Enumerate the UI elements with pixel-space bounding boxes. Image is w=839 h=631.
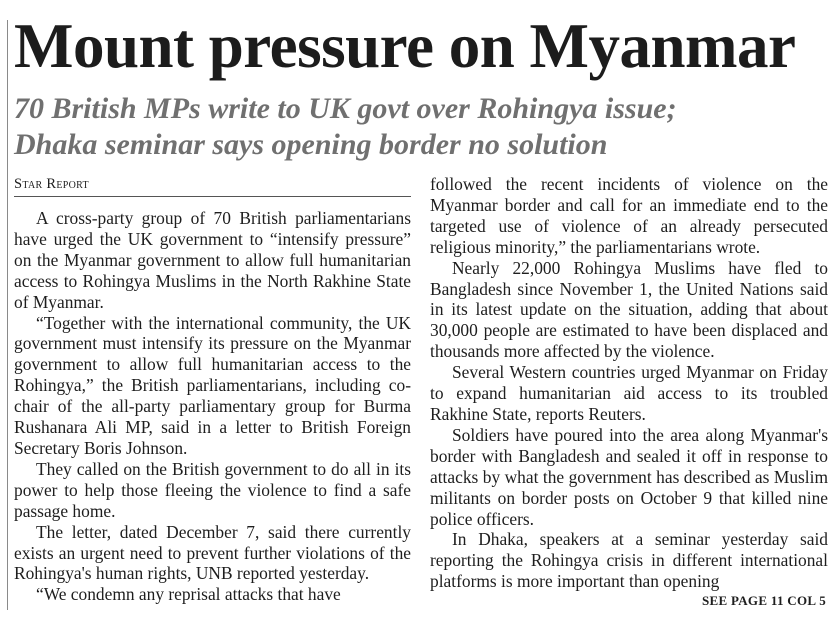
paragraph: Nearly 22,000 Rohingya Muslims have fled to Bangladesh since November 1, the United Nations said in its latest update on the situation, adding that about 30,000 people are estimated to have been displaced and thousands more affected by the violence. (430, 257, 828, 362)
paragraph: They called on the British government to do all in its power to help those fleeing the violence to find a safe passage home. (14, 458, 411, 521)
paragraph: Several Western countries urged Myanmar on Friday to expand humanitarian aid access to its troubled Rakhine State, reports Reuters. (430, 362, 828, 424)
paragraph: “Together with the international community, the UK government must intensify its pressure on the Myanmar government to allow full humanitarian access to the Rohingya,” the British parliamentarians, including co-chair of the all-party parliamentary group for Burma Rushanara Ali MP, said in a letter to British Foreign Secretary Boris Johnson. (14, 312, 411, 458)
byline: Star Report (14, 176, 411, 197)
paragraph-continued: followed the recent incidents of violence on the Myanmar border and call for an immediate end to the targeted use of violence of an already persecuted religious minority,” the parliamentarians wrote. (430, 174, 828, 257)
article-column-left (14, 208, 411, 605)
paragraph: In Dhaka, speakers at a seminar yesterday said reporting the Rohingya crisis in different international platforms is more important than opening (430, 529, 828, 592)
column-rule (7, 20, 8, 610)
paragraph: The letter, dated December 7, said there currently exists an urgent need to prevent further violations of the Rohingya's human rights, UNB reported yesterday. (14, 521, 411, 584)
paragraph: A cross-party group of 70 British parliamentarians have urged the UK government to “intensify pressure” on the Myanmar government to allow full humanitarian access to Rohingya Muslims in the North Rakhine State of Myanmar. (14, 208, 411, 312)
headline: Mount pressure on Myanmar (14, 11, 796, 81)
subheadline-line-2: Dhaka seminar says opening border no solution (14, 128, 608, 161)
article-column-right (430, 174, 828, 592)
paragraph: “We condemn any reprisal attacks that have (36, 584, 341, 605)
subheadline-line-1: 70 British MPs write to UK govt over Rohingya issue; (14, 92, 677, 125)
subheadline (14, 91, 834, 163)
continued-on-page-note: SEE PAGE 11 COL 5 (701, 593, 826, 608)
paragraph: Soldiers have poured into the area along Myanmar's border with Bangladesh and sealed it off in response to attacks by what the government has described as Muslim militants on border posts on October 9 that killed nine police officers. (430, 424, 828, 529)
